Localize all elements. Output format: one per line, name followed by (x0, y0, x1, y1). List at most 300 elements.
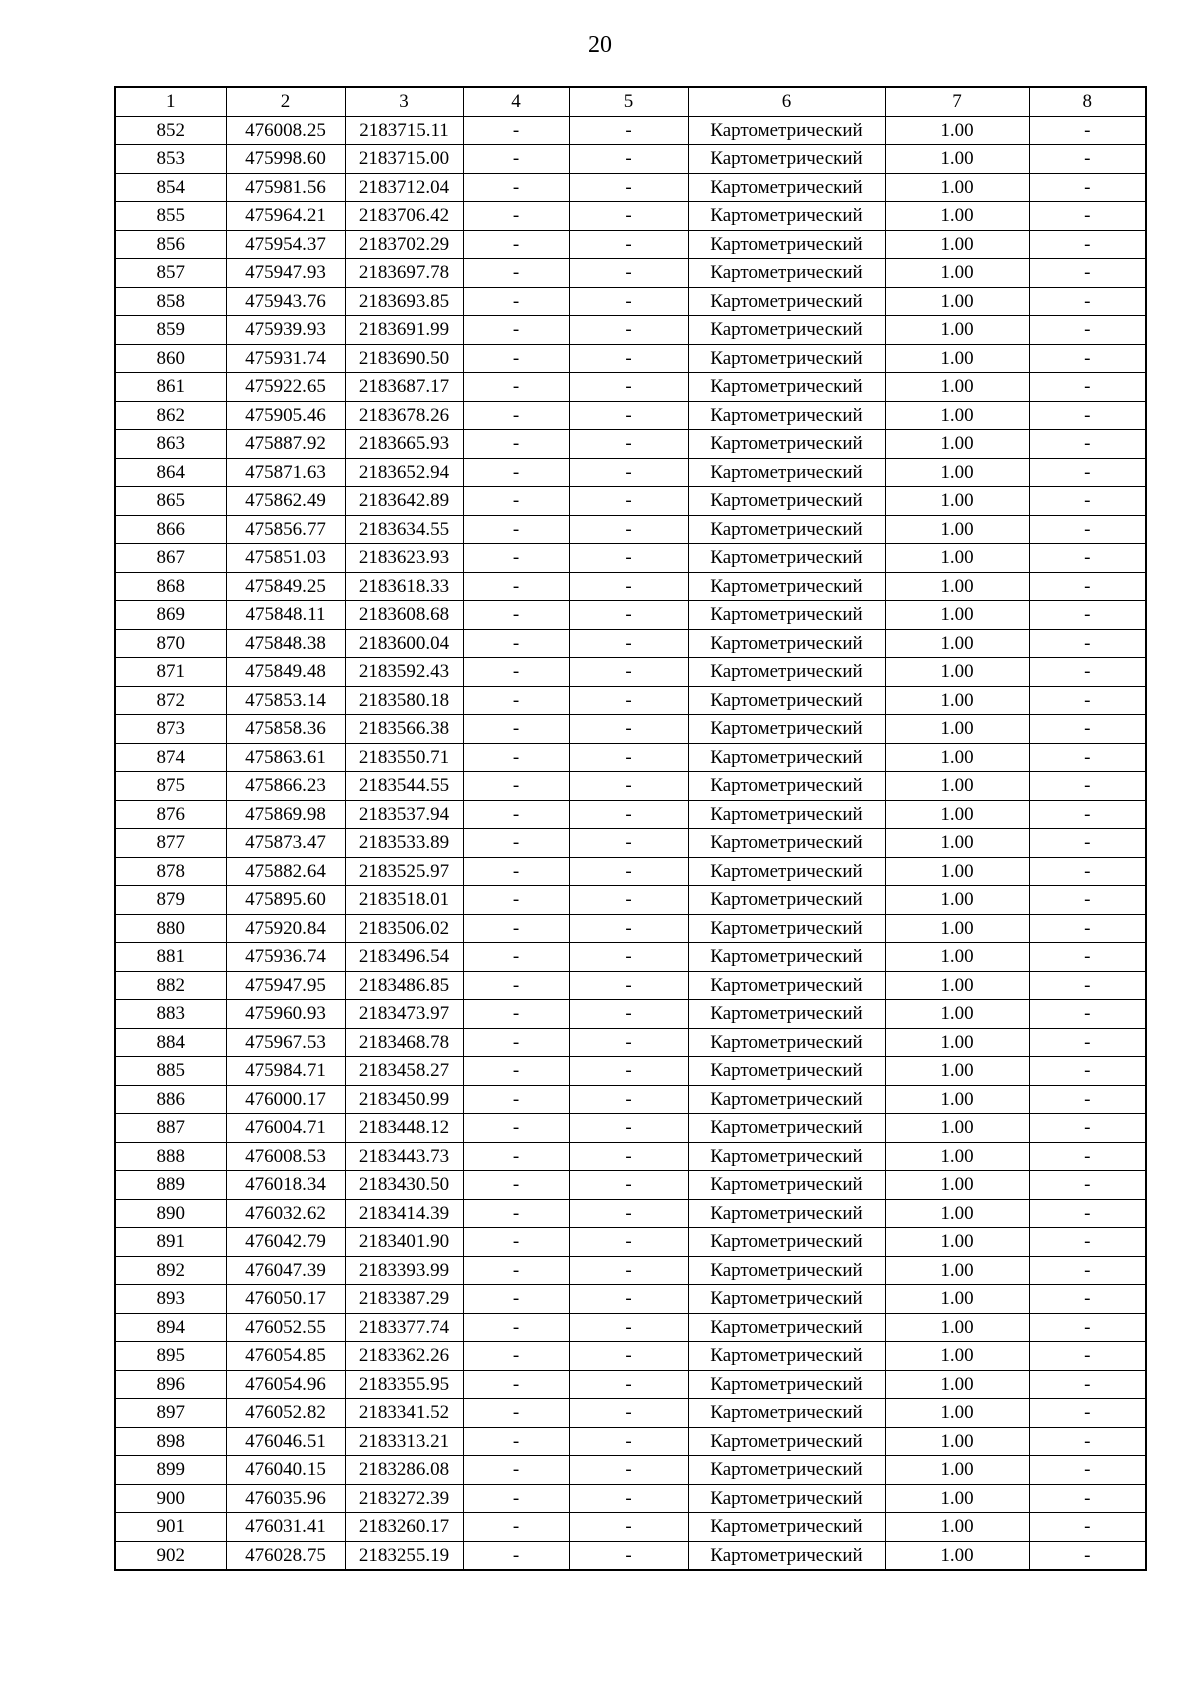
point-number-cell: 887 (115, 1114, 226, 1143)
col4-cell: - (463, 145, 569, 174)
table-row (115, 1256, 1146, 1285)
y-coordinate-cell: 2183450.99 (345, 1085, 463, 1114)
x-coordinate-cell: 475873.47 (226, 829, 345, 858)
point-number-cell: 877 (115, 829, 226, 858)
col8-cell: - (1029, 515, 1146, 544)
table-row (115, 487, 1146, 516)
y-coordinate-cell: 2183566.38 (345, 715, 463, 744)
method-cell: Картометрический (688, 515, 885, 544)
method-cell: Картометрический (688, 344, 885, 373)
table-row (115, 943, 1146, 972)
x-coordinate-cell: 476028.75 (226, 1541, 345, 1570)
y-coordinate-cell: 2183430.50 (345, 1171, 463, 1200)
method-cell: Картометрический (688, 857, 885, 886)
col4-cell: - (463, 772, 569, 801)
col8-cell: - (1029, 1028, 1146, 1057)
col4-cell: - (463, 287, 569, 316)
y-coordinate-cell: 2183355.95 (345, 1370, 463, 1399)
accuracy-cell: 1.00 (885, 401, 1029, 430)
col5-cell: - (569, 572, 688, 601)
col8-cell: - (1029, 914, 1146, 943)
col8-cell: - (1029, 1456, 1146, 1485)
table-row (115, 1285, 1146, 1314)
point-number-cell: 875 (115, 772, 226, 801)
accuracy-cell: 1.00 (885, 430, 1029, 459)
point-number-cell: 860 (115, 344, 226, 373)
accuracy-cell: 1.00 (885, 886, 1029, 915)
col8-cell: - (1029, 145, 1146, 174)
accuracy-cell: 1.00 (885, 1142, 1029, 1171)
col4-cell: - (463, 230, 569, 259)
col8-cell: - (1029, 202, 1146, 231)
x-coordinate-cell: 475922.65 (226, 373, 345, 402)
col4-cell: - (463, 1256, 569, 1285)
table-row (115, 1057, 1146, 1086)
point-number-cell: 857 (115, 259, 226, 288)
x-coordinate-cell: 475936.74 (226, 943, 345, 972)
x-coordinate-cell: 475964.21 (226, 202, 345, 231)
point-number-cell: 871 (115, 658, 226, 687)
x-coordinate-cell: 475887.92 (226, 430, 345, 459)
y-coordinate-cell: 2183518.01 (345, 886, 463, 915)
method-cell: Картометрический (688, 1057, 885, 1086)
col4-cell: - (463, 487, 569, 516)
col8-cell: - (1029, 401, 1146, 430)
y-coordinate-cell: 2183697.78 (345, 259, 463, 288)
point-number-cell: 883 (115, 1000, 226, 1029)
y-coordinate-cell: 2183260.17 (345, 1513, 463, 1542)
point-number-cell: 866 (115, 515, 226, 544)
col5-cell: - (569, 145, 688, 174)
accuracy-cell: 1.00 (885, 1313, 1029, 1342)
col8-cell: - (1029, 1399, 1146, 1428)
point-number-cell: 891 (115, 1228, 226, 1257)
x-coordinate-cell: 476031.41 (226, 1513, 345, 1542)
x-coordinate-cell: 476008.53 (226, 1142, 345, 1171)
col5-cell: - (569, 800, 688, 829)
col4-cell: - (463, 544, 569, 573)
col5-cell: - (569, 1541, 688, 1570)
accuracy-cell: 1.00 (885, 1199, 1029, 1228)
table-row (115, 1484, 1146, 1513)
col8-cell: - (1029, 1228, 1146, 1257)
method-cell: Картометрический (688, 145, 885, 174)
method-cell: Картометрический (688, 1228, 885, 1257)
col8-cell: - (1029, 1000, 1146, 1029)
accuracy-cell: 1.00 (885, 601, 1029, 630)
point-number-cell: 867 (115, 544, 226, 573)
col5-cell: - (569, 544, 688, 573)
col5-cell: - (569, 715, 688, 744)
accuracy-cell: 1.00 (885, 1285, 1029, 1314)
col8-cell: - (1029, 259, 1146, 288)
x-coordinate-cell: 475848.11 (226, 601, 345, 630)
accuracy-cell: 1.00 (885, 1256, 1029, 1285)
col4-cell: - (463, 658, 569, 687)
point-number-cell: 874 (115, 743, 226, 772)
method-cell: Картометрический (688, 259, 885, 288)
y-coordinate-cell: 2183341.52 (345, 1399, 463, 1428)
point-number-cell: 894 (115, 1313, 226, 1342)
accuracy-cell: 1.00 (885, 743, 1029, 772)
col4-cell: - (463, 1456, 569, 1485)
col5-cell: - (569, 515, 688, 544)
col5-cell: - (569, 658, 688, 687)
col8-cell: - (1029, 572, 1146, 601)
table-header-row (115, 87, 1146, 116)
column-header: 1 (115, 87, 226, 116)
y-coordinate-cell: 2183693.85 (345, 287, 463, 316)
x-coordinate-cell: 476018.34 (226, 1171, 345, 1200)
accuracy-cell: 1.00 (885, 259, 1029, 288)
point-number-cell: 853 (115, 145, 226, 174)
col8-cell: - (1029, 1370, 1146, 1399)
method-cell: Картометрический (688, 544, 885, 573)
x-coordinate-cell: 475998.60 (226, 145, 345, 174)
col8-cell: - (1029, 1313, 1146, 1342)
col5-cell: - (569, 1285, 688, 1314)
table-row (115, 1114, 1146, 1143)
table-row (115, 971, 1146, 1000)
x-coordinate-cell: 475849.25 (226, 572, 345, 601)
point-number-cell: 858 (115, 287, 226, 316)
method-cell: Картометрический (688, 943, 885, 972)
y-coordinate-cell: 2183642.89 (345, 487, 463, 516)
y-coordinate-cell: 2183678.26 (345, 401, 463, 430)
x-coordinate-cell: 476032.62 (226, 1199, 345, 1228)
y-coordinate-cell: 2183634.55 (345, 515, 463, 544)
method-cell: Картометрический (688, 116, 885, 145)
table-row (115, 886, 1146, 915)
table-row (115, 601, 1146, 630)
accuracy-cell: 1.00 (885, 515, 1029, 544)
point-number-cell: 884 (115, 1028, 226, 1057)
col8-cell: - (1029, 886, 1146, 915)
col8-cell: - (1029, 173, 1146, 202)
table-row (115, 230, 1146, 259)
x-coordinate-cell: 475882.64 (226, 857, 345, 886)
col5-cell: - (569, 1028, 688, 1057)
table-row (115, 800, 1146, 829)
col4-cell: - (463, 515, 569, 544)
accuracy-cell: 1.00 (885, 458, 1029, 487)
table-row (115, 344, 1146, 373)
method-cell: Картометрический (688, 800, 885, 829)
point-number-cell: 890 (115, 1199, 226, 1228)
table-row (115, 202, 1146, 231)
method-cell: Картометрический (688, 1484, 885, 1513)
table-row (115, 1342, 1146, 1371)
y-coordinate-cell: 2183393.99 (345, 1256, 463, 1285)
accuracy-cell: 1.00 (885, 202, 1029, 231)
y-coordinate-cell: 2183362.26 (345, 1342, 463, 1371)
col4-cell: - (463, 458, 569, 487)
table-row (115, 1000, 1146, 1029)
accuracy-cell: 1.00 (885, 1057, 1029, 1086)
column-header: 5 (569, 87, 688, 116)
col4-cell: - (463, 401, 569, 430)
y-coordinate-cell: 2183687.17 (345, 373, 463, 402)
method-cell: Картометрический (688, 1028, 885, 1057)
col4-cell: - (463, 1513, 569, 1542)
x-coordinate-cell: 475984.71 (226, 1057, 345, 1086)
table-row (115, 629, 1146, 658)
col4-cell: - (463, 1085, 569, 1114)
point-number-cell: 896 (115, 1370, 226, 1399)
accuracy-cell: 1.00 (885, 629, 1029, 658)
method-cell: Картометрический (688, 1399, 885, 1428)
y-coordinate-cell: 2183533.89 (345, 829, 463, 858)
col4-cell: - (463, 857, 569, 886)
method-cell: Картометрический (688, 1085, 885, 1114)
col4-cell: - (463, 1285, 569, 1314)
x-coordinate-cell: 476054.85 (226, 1342, 345, 1371)
y-coordinate-cell: 2183506.02 (345, 914, 463, 943)
col4-cell: - (463, 943, 569, 972)
x-coordinate-cell: 475895.60 (226, 886, 345, 915)
accuracy-cell: 1.00 (885, 344, 1029, 373)
accuracy-cell: 1.00 (885, 1228, 1029, 1257)
col8-cell: - (1029, 1142, 1146, 1171)
method-cell: Картометрический (688, 202, 885, 231)
accuracy-cell: 1.00 (885, 1370, 1029, 1399)
col8-cell: - (1029, 715, 1146, 744)
col8-cell: - (1029, 601, 1146, 630)
table-row (115, 658, 1146, 687)
y-coordinate-cell: 2183414.39 (345, 1199, 463, 1228)
method-cell: Картометрический (688, 173, 885, 202)
col4-cell: - (463, 572, 569, 601)
col4-cell: - (463, 1484, 569, 1513)
x-coordinate-cell: 476000.17 (226, 1085, 345, 1114)
method-cell: Картометрический (688, 971, 885, 1000)
point-number-cell: 899 (115, 1456, 226, 1485)
col8-cell: - (1029, 1513, 1146, 1542)
table-row (115, 287, 1146, 316)
col8-cell: - (1029, 316, 1146, 345)
accuracy-cell: 1.00 (885, 173, 1029, 202)
col8-cell: - (1029, 800, 1146, 829)
accuracy-cell: 1.00 (885, 1427, 1029, 1456)
x-coordinate-cell: 475981.56 (226, 173, 345, 202)
table-row (115, 145, 1146, 174)
col4-cell: - (463, 971, 569, 1000)
accuracy-cell: 1.00 (885, 373, 1029, 402)
col5-cell: - (569, 230, 688, 259)
point-number-cell: 885 (115, 1057, 226, 1086)
method-cell: Картометрический (688, 715, 885, 744)
point-number-cell: 892 (115, 1256, 226, 1285)
point-number-cell: 854 (115, 173, 226, 202)
col8-cell: - (1029, 1484, 1146, 1513)
method-cell: Картометрический (688, 1142, 885, 1171)
col4-cell: - (463, 1114, 569, 1143)
col5-cell: - (569, 1513, 688, 1542)
col5-cell: - (569, 772, 688, 801)
point-number-cell: 864 (115, 458, 226, 487)
col5-cell: - (569, 971, 688, 1000)
column-header: 3 (345, 87, 463, 116)
table-row (115, 1199, 1146, 1228)
table-row (115, 116, 1146, 145)
y-coordinate-cell: 2183458.27 (345, 1057, 463, 1086)
table-row (115, 572, 1146, 601)
table-row (115, 1541, 1146, 1570)
point-number-cell: 852 (115, 116, 226, 145)
table-row (115, 458, 1146, 487)
accuracy-cell: 1.00 (885, 1000, 1029, 1029)
col4-cell: - (463, 715, 569, 744)
method-cell: Картометрический (688, 287, 885, 316)
table-body (115, 116, 1146, 1570)
point-number-cell: 859 (115, 316, 226, 345)
col5-cell: - (569, 743, 688, 772)
x-coordinate-cell: 476046.51 (226, 1427, 345, 1456)
col4-cell: - (463, 800, 569, 829)
col4-cell: - (463, 116, 569, 145)
y-coordinate-cell: 2183702.29 (345, 230, 463, 259)
point-number-cell: 893 (115, 1285, 226, 1314)
y-coordinate-cell: 2183544.55 (345, 772, 463, 801)
x-coordinate-cell: 475849.48 (226, 658, 345, 687)
point-number-cell: 881 (115, 943, 226, 972)
col8-cell: - (1029, 1085, 1146, 1114)
col5-cell: - (569, 1399, 688, 1428)
point-number-cell: 856 (115, 230, 226, 259)
x-coordinate-cell: 475954.37 (226, 230, 345, 259)
col8-cell: - (1029, 1342, 1146, 1371)
method-cell: Картометрический (688, 1370, 885, 1399)
method-cell: Картометрический (688, 1114, 885, 1143)
accuracy-cell: 1.00 (885, 772, 1029, 801)
table-row (115, 1313, 1146, 1342)
x-coordinate-cell: 475960.93 (226, 1000, 345, 1029)
accuracy-cell: 1.00 (885, 829, 1029, 858)
col8-cell: - (1029, 629, 1146, 658)
method-cell: Картометрический (688, 1313, 885, 1342)
x-coordinate-cell: 475947.93 (226, 259, 345, 288)
table-row (115, 173, 1146, 202)
x-coordinate-cell: 476004.71 (226, 1114, 345, 1143)
col8-cell: - (1029, 1285, 1146, 1314)
accuracy-cell: 1.00 (885, 1028, 1029, 1057)
accuracy-cell: 1.00 (885, 287, 1029, 316)
method-cell: Картометрический (688, 601, 885, 630)
accuracy-cell: 1.00 (885, 857, 1029, 886)
point-number-cell: 898 (115, 1427, 226, 1456)
x-coordinate-cell: 475853.14 (226, 686, 345, 715)
y-coordinate-cell: 2183665.93 (345, 430, 463, 459)
col4-cell: - (463, 202, 569, 231)
point-number-cell: 876 (115, 800, 226, 829)
col5-cell: - (569, 1370, 688, 1399)
col5-cell: - (569, 287, 688, 316)
col5-cell: - (569, 202, 688, 231)
col4-cell: - (463, 1000, 569, 1029)
table-row (115, 401, 1146, 430)
point-number-cell: 888 (115, 1142, 226, 1171)
y-coordinate-cell: 2183468.78 (345, 1028, 463, 1057)
x-coordinate-cell: 475967.53 (226, 1028, 345, 1057)
y-coordinate-cell: 2183537.94 (345, 800, 463, 829)
col8-cell: - (1029, 344, 1146, 373)
method-cell: Картометрический (688, 1513, 885, 1542)
y-coordinate-cell: 2183286.08 (345, 1456, 463, 1485)
table-row (115, 1028, 1146, 1057)
col8-cell: - (1029, 1427, 1146, 1456)
table-row (115, 829, 1146, 858)
col8-cell: - (1029, 487, 1146, 516)
x-coordinate-cell: 476047.39 (226, 1256, 345, 1285)
y-coordinate-cell: 2183592.43 (345, 658, 463, 687)
accuracy-cell: 1.00 (885, 1484, 1029, 1513)
y-coordinate-cell: 2183580.18 (345, 686, 463, 715)
accuracy-cell: 1.00 (885, 914, 1029, 943)
method-cell: Картометрический (688, 686, 885, 715)
table-row (115, 1513, 1146, 1542)
table-row (115, 515, 1146, 544)
y-coordinate-cell: 2183525.97 (345, 857, 463, 886)
x-coordinate-cell: 476040.15 (226, 1456, 345, 1485)
col4-cell: - (463, 344, 569, 373)
col5-cell: - (569, 487, 688, 516)
point-number-cell: 855 (115, 202, 226, 231)
column-header: 8 (1029, 87, 1146, 116)
col4-cell: - (463, 601, 569, 630)
accuracy-cell: 1.00 (885, 1456, 1029, 1485)
column-header: 2 (226, 87, 345, 116)
table-row (115, 1399, 1146, 1428)
accuracy-cell: 1.00 (885, 658, 1029, 687)
method-cell: Картометрический (688, 1000, 885, 1029)
method-cell: Картометрический (688, 772, 885, 801)
accuracy-cell: 1.00 (885, 230, 1029, 259)
col4-cell: - (463, 1427, 569, 1456)
point-number-cell: 861 (115, 373, 226, 402)
x-coordinate-cell: 475848.38 (226, 629, 345, 658)
table-row (115, 1142, 1146, 1171)
method-cell: Картометрический (688, 458, 885, 487)
col4-cell: - (463, 316, 569, 345)
x-coordinate-cell: 475905.46 (226, 401, 345, 430)
col5-cell: - (569, 886, 688, 915)
col5-cell: - (569, 1456, 688, 1485)
point-number-cell: 862 (115, 401, 226, 430)
y-coordinate-cell: 2183550.71 (345, 743, 463, 772)
x-coordinate-cell: 475869.98 (226, 800, 345, 829)
col5-cell: - (569, 1256, 688, 1285)
table-row (115, 1427, 1146, 1456)
col8-cell: - (1029, 287, 1146, 316)
accuracy-cell: 1.00 (885, 686, 1029, 715)
col5-cell: - (569, 829, 688, 858)
accuracy-cell: 1.00 (885, 1342, 1029, 1371)
method-cell: Картометрический (688, 629, 885, 658)
table-row (115, 1456, 1146, 1485)
column-header: 6 (688, 87, 885, 116)
col5-cell: - (569, 686, 688, 715)
x-coordinate-cell: 476054.96 (226, 1370, 345, 1399)
col8-cell: - (1029, 1114, 1146, 1143)
accuracy-cell: 1.00 (885, 1171, 1029, 1200)
y-coordinate-cell: 2183715.00 (345, 145, 463, 174)
y-coordinate-cell: 2183255.19 (345, 1541, 463, 1570)
x-coordinate-cell: 476052.55 (226, 1313, 345, 1342)
method-cell: Картометрический (688, 316, 885, 345)
table-row (115, 914, 1146, 943)
accuracy-cell: 1.00 (885, 572, 1029, 601)
col5-cell: - (569, 458, 688, 487)
